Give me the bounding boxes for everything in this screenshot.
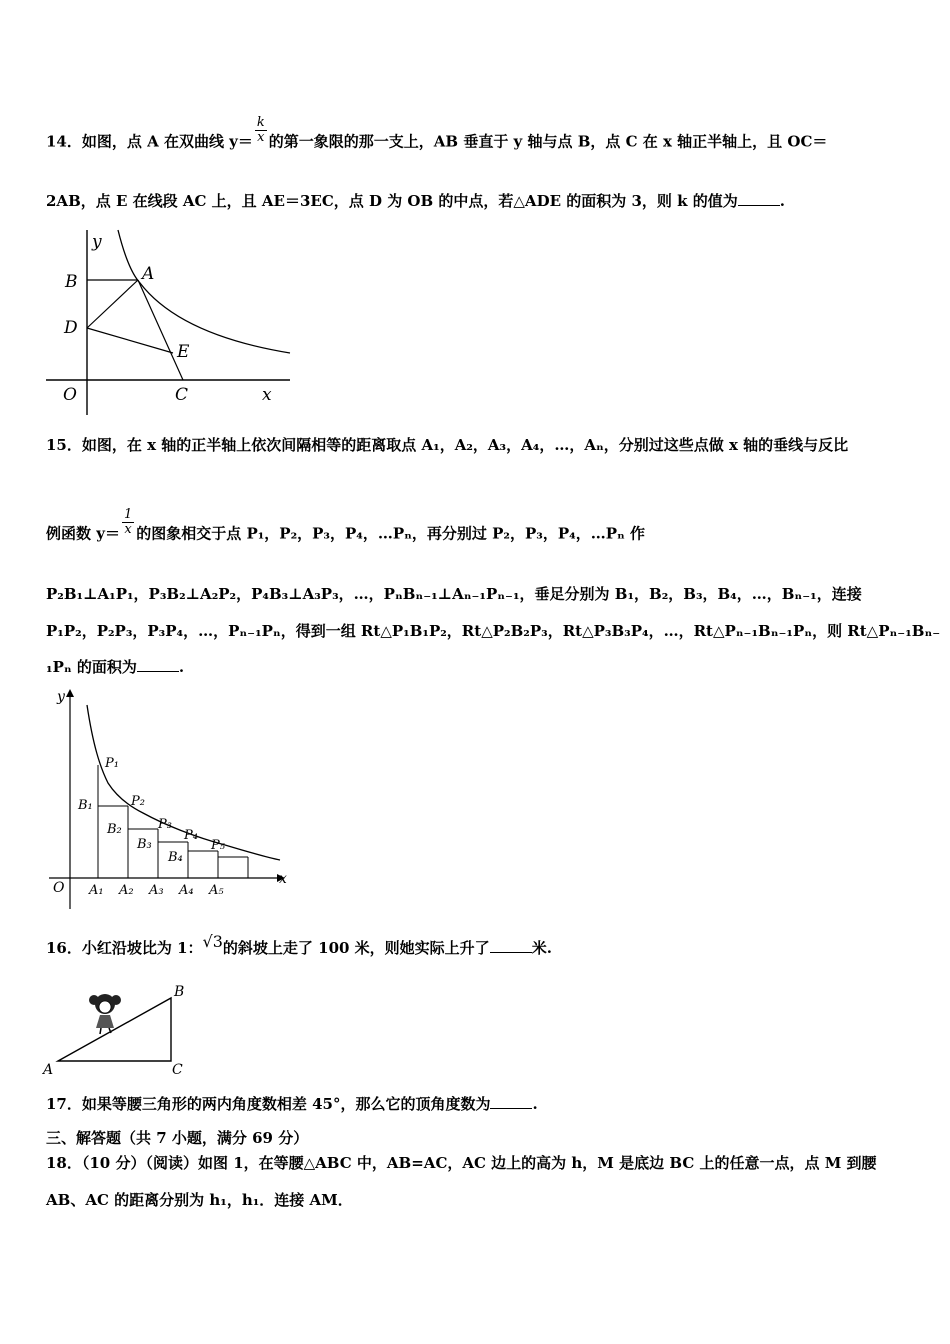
label-c: C: [172, 1062, 183, 1078]
segment-ac: [138, 280, 183, 380]
label-b2: B₂: [107, 822, 122, 837]
q15-line2: 例函数 y＝ $\frac{1}{x}$ 的图象相交于点 P₁，P₂，P₃，P₄，…Pₙ，再分别过 P₂，P₃，P₄，…Pₙ 作: [46, 520, 645, 549]
label-a3: A₃: [149, 883, 164, 898]
label-d: D: [64, 318, 78, 338]
segment-de: [87, 328, 173, 353]
label-p2: P₂: [131, 794, 145, 809]
y-arrow-icon: [66, 689, 74, 697]
q14-line1: 14．如图，点 A 在双曲线 y＝ $\frac{k}{x}$ 的第一象限的那一支上，AB 垂直于 y 轴与点 B，点 C 在 x 轴正半轴上，且 OC＝: [46, 128, 827, 157]
label-y: y: [92, 232, 102, 252]
label-y: y: [57, 689, 65, 705]
label-b: B: [65, 272, 78, 292]
section-heading: 三、解答题（共 7 小题，满分 69 分）: [46, 1129, 309, 1147]
label-a: A: [142, 264, 155, 284]
q15-line3: P₂B₁⊥A₁P₁，P₃B₂⊥A₂P₂，P₄B₃⊥A₃P₃，…，PₙBₙ₋₁⊥Aₙ₋₁Pₙ₋₁，垂足分别为 B₁，B₂，B₃，B₄，…，Bₙ₋₁，连接: [46, 585, 862, 603]
label-p5: P₅: [211, 838, 225, 853]
label-p4: P₄: [184, 828, 198, 843]
q16-figure: [40, 980, 200, 1078]
answer-blank: [490, 940, 532, 953]
q17-line: 17．如果等腰三角形的两内角度数相差 45°，那么它的顶角度数为 .: [46, 1095, 538, 1113]
one-over-x-fraction: $\frac{1}{x}$: [123, 507, 133, 537]
answer-blank: [137, 659, 179, 672]
label-b3: B₃: [137, 837, 152, 852]
q15-line5: ₁Pₙ 的面积为 .: [46, 658, 185, 676]
label-o: O: [63, 385, 77, 405]
q14-line2: 2AB，点 E 在线段 AC 上，且 AE＝3EC，点 D 为 OB 的中点，若△ADE 的面积为 3，则 k 的值为 .: [46, 192, 785, 210]
label-p3: P₃: [158, 817, 172, 832]
label-b: B: [174, 984, 185, 1000]
q15-line1: 15．如图，在 x 轴的正半轴上依次间隔相等的距离取点 A₁，A₂，A₃，A₄，…，Aₙ，分别过这些点做 x 轴的垂线与反比: [46, 436, 849, 454]
slope-triangle: [58, 998, 171, 1061]
label-p1: P₁: [105, 756, 119, 771]
q18-line2: AB、AC 的距离分别为 h₁，h₁．连接 AM．: [46, 1191, 353, 1209]
label-b4: B₄: [168, 850, 183, 865]
q14-figure: [40, 225, 300, 420]
label-a: A: [43, 1062, 54, 1078]
label-b1: B₁: [78, 798, 93, 813]
label-a5: A₅: [209, 883, 224, 898]
label-a1: A₁: [89, 883, 104, 898]
label-x: x: [262, 385, 272, 405]
q15-figure: [45, 685, 290, 913]
label-o: O: [53, 880, 65, 896]
answer-blank: [490, 1096, 532, 1109]
label-a2: A₂: [119, 883, 134, 898]
q16-line: 16．小红沿坡比为 1：√3的斜坡上走了 100 米，则她实际上升了 米.: [46, 932, 552, 957]
answer-blank: [738, 193, 780, 206]
label-c: C: [175, 385, 189, 405]
k-over-x-fraction: $\frac{k}{x}$: [256, 115, 265, 145]
q15-line4: P₁P₂，P₂P₃，P₃P₄，…，Pₙ₋₁Pₙ，得到一组 Rt△P₁B₁P₂，Rt△P₂B₂P₃，Rt△P₃B₃P₄，…，Rt△Pₙ₋₁Bₙ₋₁Pₙ，则 Rt△Pₙ₋₁Bₙ₋: [46, 622, 941, 640]
label-e: E: [177, 342, 190, 362]
q18-line1: 18．（10 分）（阅读）如图 1，在等腰△ABC 中，AB=AC，AC 边上的高为 h，M 是底边 BC 上的任意一点，点 M 到腰: [46, 1154, 877, 1172]
segment-da: [87, 280, 138, 328]
sqrt3: √3: [202, 932, 223, 951]
label-a4: A₄: [179, 883, 194, 898]
label-x: x: [279, 871, 287, 887]
